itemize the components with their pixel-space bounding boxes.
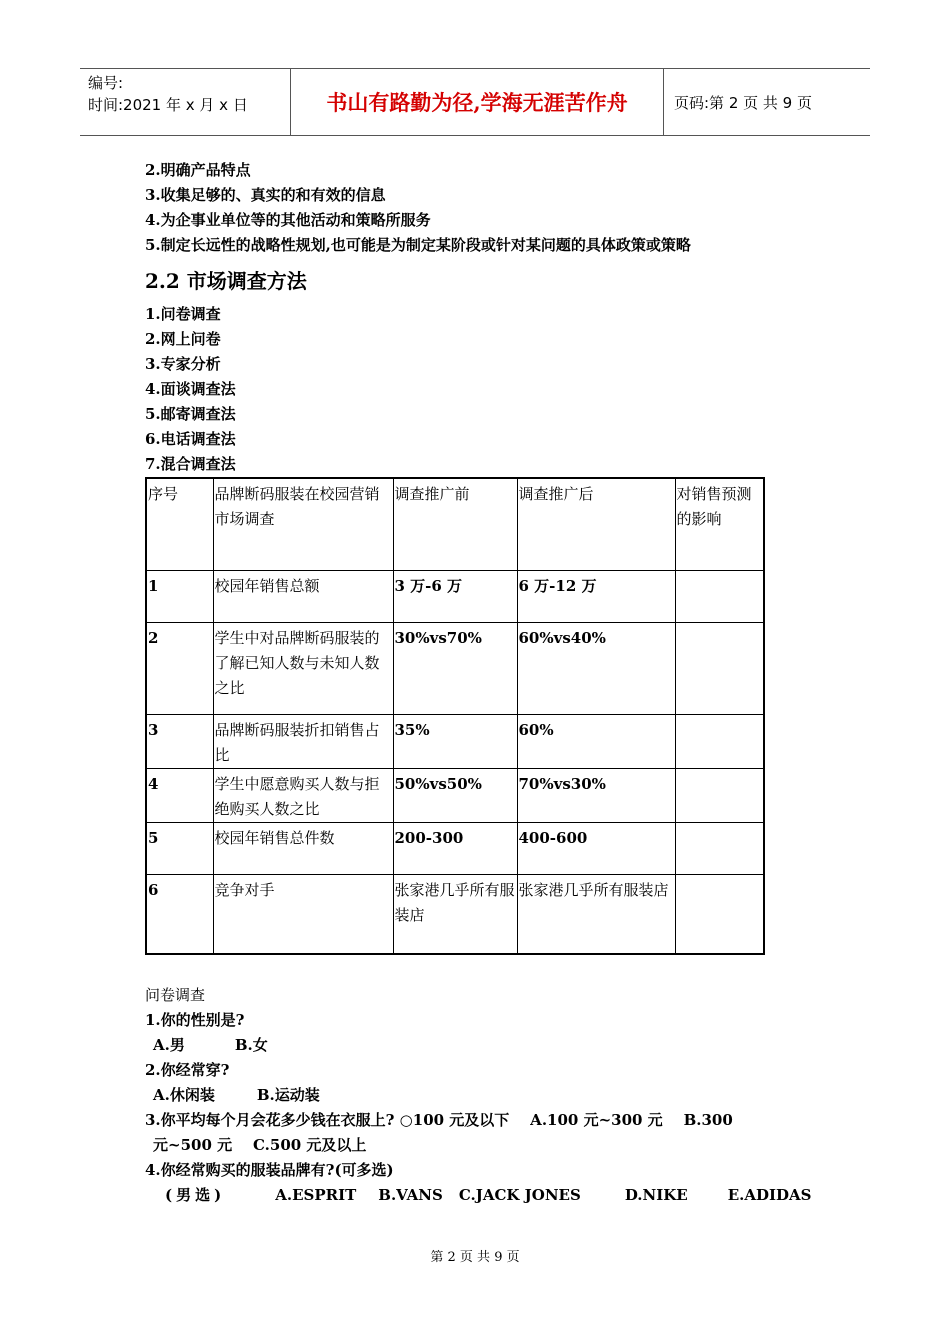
option: B.VANS — [378, 1186, 443, 1204]
table-row — [146, 622, 764, 714]
method-item: 2.网上问卷 — [145, 330, 221, 348]
option: E.ADIDAS — [727, 1186, 812, 1204]
table-cell: 校园年销售总件数 — [213, 822, 393, 874]
table-header-cell: 对销售预测的影响 — [675, 478, 764, 570]
table-header-cell: 调查推广前 — [393, 478, 517, 570]
table-cell: 学生中愿意购买人数与拒绝购买人数之比 — [213, 768, 393, 822]
method-item: 6.电话调查法 — [145, 430, 236, 448]
header-page-info: 页码:第 2 页 共 9 页 — [674, 93, 812, 112]
table-cell — [675, 622, 764, 714]
method-item: 5.邮寄调查法 — [145, 405, 236, 423]
table-cell: 3 万-6 万 — [393, 570, 517, 622]
method-item: 4.面谈调查法 — [145, 380, 236, 398]
table-header-cell: 序号 — [146, 478, 213, 570]
table-row — [146, 570, 764, 622]
table-cell: 校园年销售总额 — [213, 570, 393, 622]
list-item: 3.收集足够的、真实的和有效的信息 — [145, 186, 386, 204]
question-2: 2.你经常穿? — [145, 1061, 230, 1079]
question-1: 1.你的性别是? — [145, 1011, 245, 1029]
table-cell — [675, 768, 764, 822]
page-header — [80, 68, 870, 136]
survey-table — [145, 477, 765, 955]
table-cell: 品牌断码服装折扣销售占比 — [213, 714, 393, 768]
option: B.运动装 — [256, 1086, 320, 1104]
table-row — [146, 714, 764, 768]
table-cell: 6 — [146, 874, 213, 954]
table-cell: 35% — [393, 714, 517, 768]
table-cell: 竞争对手 — [213, 874, 393, 954]
option: D.NIKE — [624, 1186, 688, 1204]
table-cell: 张家港几乎所有服装店 — [393, 874, 517, 954]
page-footer: 第 2 页 共 9 页 — [430, 1250, 520, 1265]
question-1-options — [145, 1033, 825, 1058]
table-cell — [675, 874, 764, 954]
table-header-cell: 调查推广后 — [517, 478, 675, 570]
table-row — [146, 822, 764, 874]
list-item: 4.为企事业单位等的其他活动和策略所服务 — [145, 211, 431, 229]
header-meta — [80, 69, 291, 135]
section-title: 2.2 市场调查方法 — [145, 269, 307, 293]
question-4: 4.你经常购买的服装品牌有?(可多选) — [145, 1161, 394, 1179]
questionnaire-title: 问卷调查 — [145, 986, 206, 1004]
table-cell: 60% — [517, 714, 675, 768]
table-cell: 30%vs70% — [393, 622, 517, 714]
table-cell: 70%vs30% — [517, 768, 675, 822]
code-label: 编号: — [88, 74, 124, 92]
option: A.休闲装 — [153, 1086, 215, 1104]
table-cell: 50%vs50% — [393, 768, 517, 822]
option: B.女 — [234, 1036, 268, 1054]
date-label: 时间:2021 年 x 月 x 日 — [88, 96, 248, 114]
table-cell: 1 — [146, 570, 213, 622]
table-cell — [675, 714, 764, 768]
question-3: 3.你平均每个月会花多少钱在衣服上? ○100 元及以下 A.100 元~300 元 B.300 — [145, 1111, 733, 1129]
table-cell: 2 — [146, 622, 213, 714]
method-item: 1.问卷调查 — [145, 305, 221, 323]
header-motto: 书山有路勤为径,学海无涯苦作舟 — [291, 69, 664, 135]
option: A.ESPRIT — [275, 1186, 357, 1204]
table-row — [146, 768, 764, 822]
method-item: 3.专家分析 — [145, 355, 221, 373]
table-cell: 4 — [146, 768, 213, 822]
list-item: 5.制定长远性的战略性规划,也可能是为制定某阶段或针对某问题的具体政策或策略 — [145, 236, 691, 254]
method-item: 7.混合调查法 — [145, 455, 236, 473]
table-header-row — [146, 478, 764, 570]
table-cell: 400-600 — [517, 822, 675, 874]
question-4-options — [145, 1183, 825, 1208]
table-cell: 60%vs40% — [517, 622, 675, 714]
option: A.男 — [153, 1036, 185, 1054]
option-prefix: (男选) — [165, 1186, 226, 1204]
question-2-options — [145, 1083, 825, 1108]
question-3-continued: 元~500 元 C.500 元及以上 — [153, 1136, 367, 1154]
table-cell — [675, 570, 764, 622]
table-cell: 学生中对品牌断码服装的了解已知人数与未知人数之比 — [213, 622, 393, 714]
table-cell: 6 万-12 万 — [517, 570, 675, 622]
table-cell: 200-300 — [393, 822, 517, 874]
option: C.JACK JONES — [458, 1186, 581, 1204]
table-cell — [675, 822, 764, 874]
table-row — [146, 874, 764, 954]
table-header-cell: 品牌断码服装在校园营销市场调查 — [213, 478, 393, 570]
table-cell: 张家港几乎所有服装店 — [517, 874, 675, 954]
document-body — [145, 158, 825, 1208]
table-cell: 5 — [146, 822, 213, 874]
list-item: 2.明确产品特点 — [145, 161, 251, 179]
table-cell: 3 — [146, 714, 213, 768]
